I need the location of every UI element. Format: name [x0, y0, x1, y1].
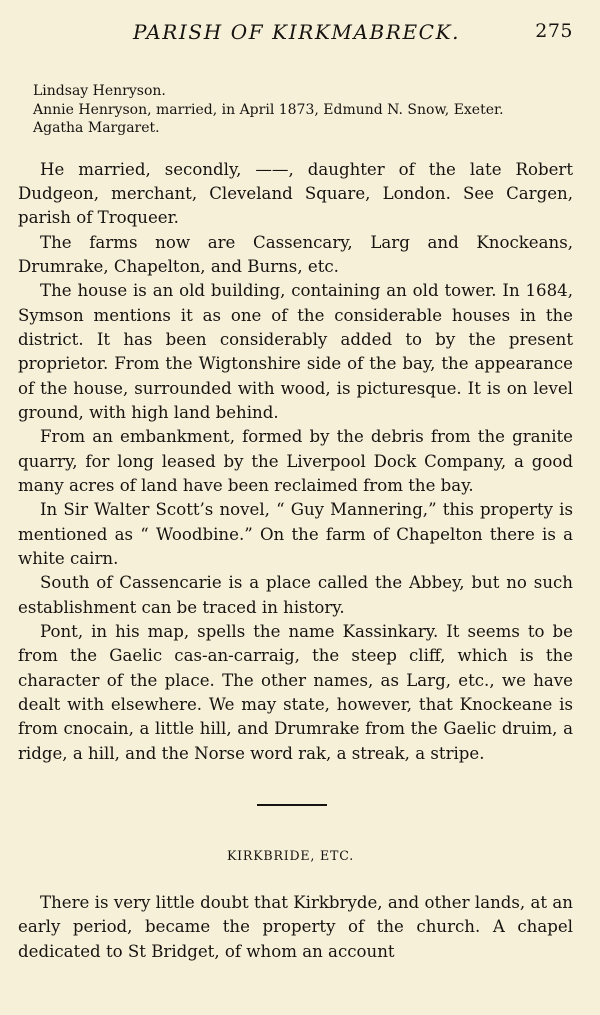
paragraph: From an embankment, formed by the debris from the granite quarry, for long leased by the Liverpool Dock Company, a good many acres of land have been reclaimed from the bay.: [18, 427, 573, 495]
family-list: [33, 82, 573, 138]
family-entry: Agatha Margaret.: [33, 120, 160, 136]
paragraph: South of Cassencarie is a place called the Abbey, but no such establishment can be traced in history.: [18, 573, 573, 617]
paragraph: Pont, in his map, spells the name Kassinkary. It seems to be from the Gaelic cas-an-carraig, the steep cliff, which is the character of the place. The other names, as Larg, etc., we have dealt with elsewhere. We may state, however, that Knockeane is from cnocain, a little hill, and Drumrake from the Gaelic druim, a ridge, a hill, and the Norse word rak, a streak, a stripe.: [18, 622, 573, 763]
paragraph: The farms now are Cassencary, Larg and Knockeans, Drumrake, Chapelton, and Burns, etc.: [18, 232, 573, 276]
family-entry: Lindsay Henryson.: [33, 83, 166, 99]
page-number: 275: [535, 20, 573, 42]
running-title: PARISH OF KIRKMABRECK.: [133, 20, 461, 44]
family-entry: Annie Henryson, married, in April 1873, Edmund N. Snow, Exeter.: [33, 101, 504, 118]
paragraph: The house is an old building, containing an old tower. In 1684, Symson mentions it as one of the considerable houses in the district. It has been considerably added to by the present proprietor. From the Wigtonshire side of the bay, the appearance of the house, surrounded with wood, is picturesque. It is on level ground, with high land behind.: [18, 281, 573, 422]
section-body: [18, 891, 573, 964]
divider-rule: [257, 804, 327, 806]
running-head: [18, 18, 573, 50]
paragraph: In Sir Walter Scott’s novel, “ Guy Mannering,” this property is mentioned as “ Woodbine.” On the farm of Chapelton there is a white cairn.: [18, 500, 573, 568]
body-text: [18, 158, 573, 767]
section-divider: [18, 804, 573, 805]
paragraph: There is very little doubt that Kirkbryde, and other lands, at an early period, became the property of the church. A chapel dedicated to St Bridget, of whom an account: [18, 893, 573, 961]
section-heading: KIRKBRIDE, ETC.: [226, 848, 355, 864]
paragraph: He married, secondly, ——, daughter of the late Robert Dudgeon, merchant, Cleveland Square, London. See Cargen, parish of Troqueer.: [18, 159, 573, 228]
